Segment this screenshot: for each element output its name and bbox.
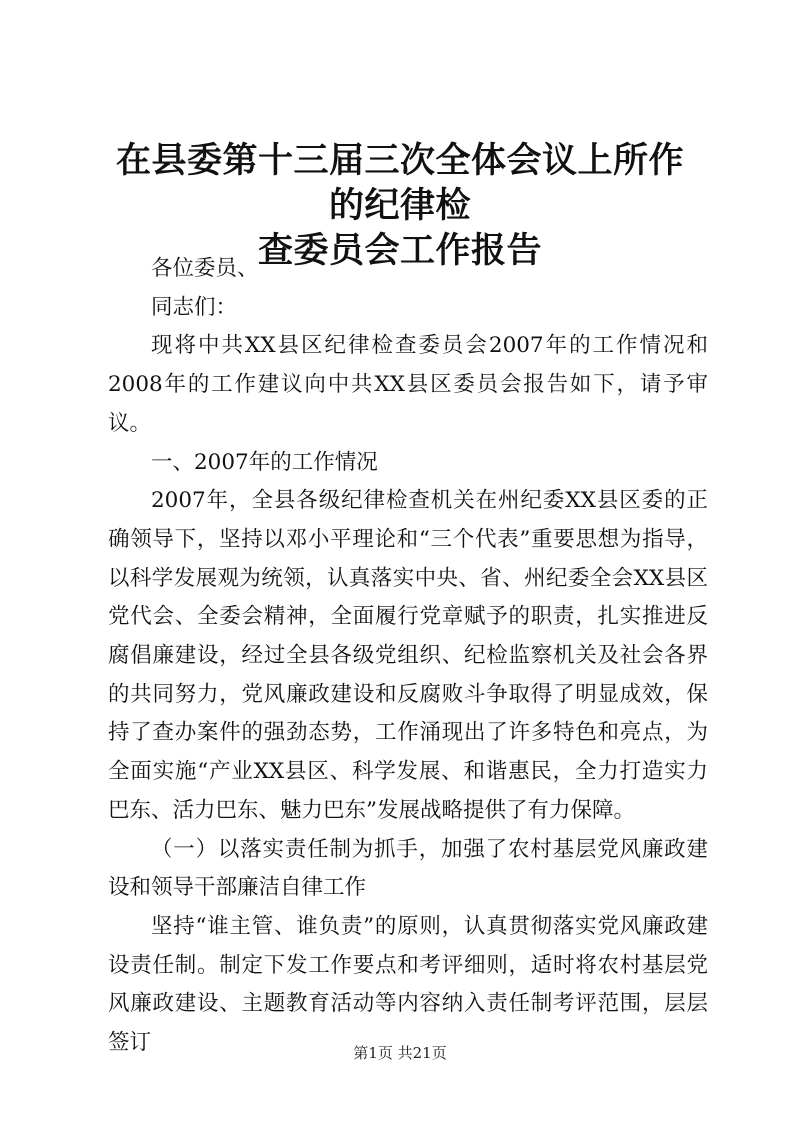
intro-paragraph: 现将中共XX县区纪律检查委员会2007年的工作情况和2008年的工作建议向中共XX县区委员会报告如下，请予审议。 bbox=[108, 333, 708, 436]
section-heading-1: 一、2007年的工作情况 bbox=[151, 449, 378, 475]
document-body bbox=[108, 250, 708, 1063]
subsection-heading-1: （一）以落实责任制为抓手，加强了农村基层党风廉政建设和领导干部廉洁自律工作 bbox=[108, 836, 708, 901]
title-line-2: 查委员会工作报告 bbox=[257, 230, 542, 271]
paragraph-responsibility: 坚持“谁主管、谁负责”的原则，认真贯彻落实党风廉政建设责任制。制定下发工作要点和考评细则，适时将农村基层党风廉政建设、主题教育活动等内容纳入责任制考评范围，层层签订 bbox=[108, 913, 708, 1056]
paragraph-2007-summary: 2007年，全县各级纪律检查机关在州纪委XX县区委的正确领导下，坚持以邓小平理论和“三个代表”重要思想为指导，以科学发展观为统领，认真落实中央、省、州纪委全会XX县区党代会、全委会精神，全面履行党章赋予的职责，扎实推进反腐倡廉建设，经过全县各级党组织、纪检监察机关及社会各界的共同努力，党风廉政建设和反腐败斗争取得了明显成效，保持了查办案件的强劲态势，工作涌现出了许多特色和亮点，为全面实施“产业XX县区、科学发展、和谐惠民，全力打造实力巴东、活力巴东、魅力巴东”发展战略提供了有力保障。 bbox=[108, 488, 708, 823]
salutation-comrades: 同志们： bbox=[151, 294, 238, 320]
title-line-1: 在县委第十三届三次全体会议上所作的纪律检 bbox=[115, 140, 684, 226]
salutation-members: 各位委员、 bbox=[151, 256, 259, 281]
page-number-footer: 第1页 共21页 bbox=[353, 1044, 447, 1062]
